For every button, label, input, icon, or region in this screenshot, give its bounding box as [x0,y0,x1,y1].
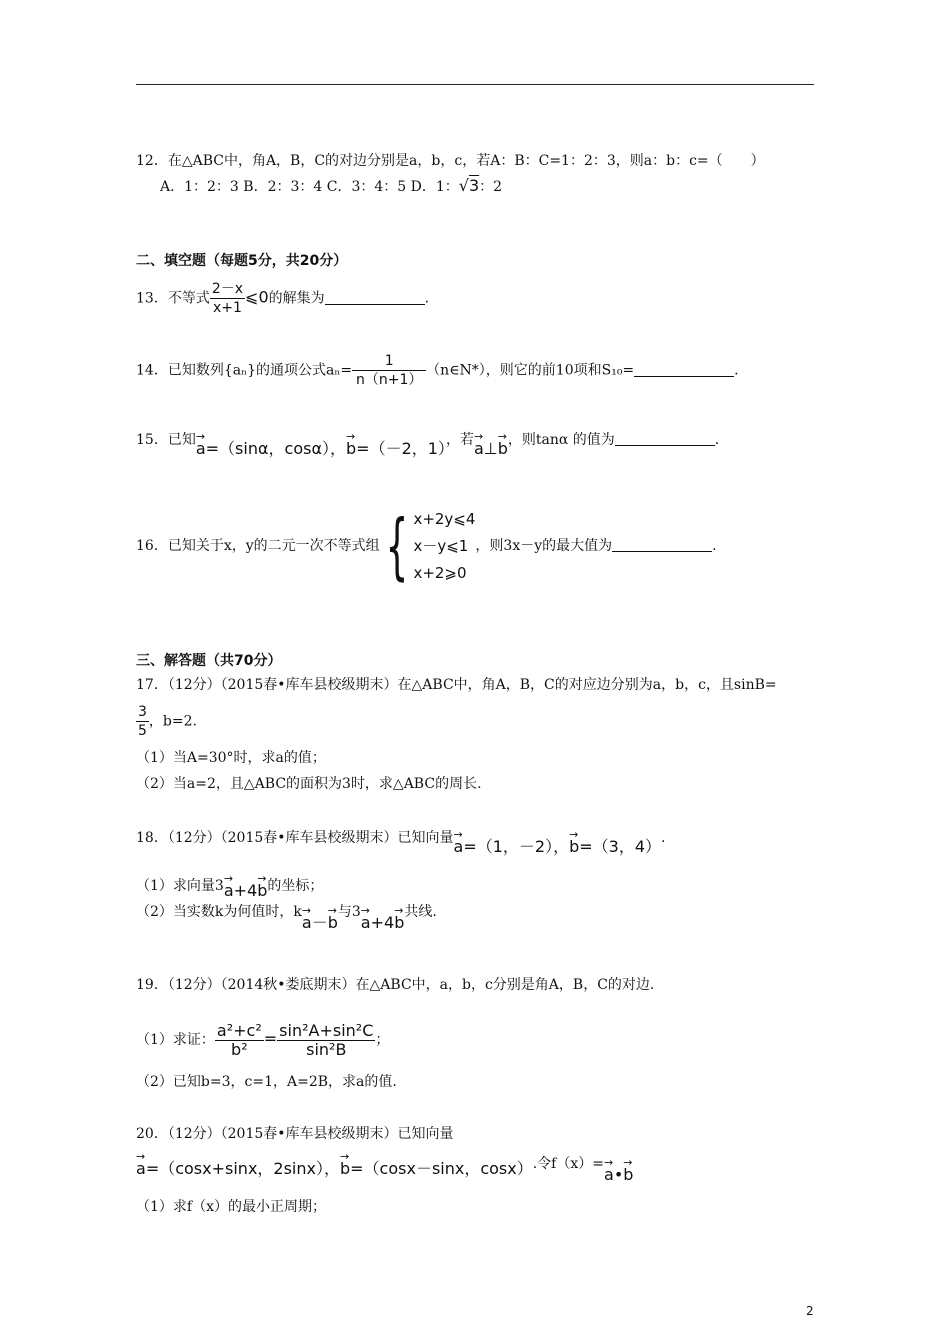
q15-answer-blank[interactable] [615,431,715,446]
q14-answer-blank[interactable] [634,362,734,377]
q12-options [160,177,502,196]
q16-suffix: ，则3x－y的最大值为 [475,538,613,554]
q15: 15．已知→ a=（sinα，cosα），→ b=（－2，1），若→ a⊥→ b，则tanα 的值为 . [136,430,719,449]
section-3-title: 三、解答题（共70分） [136,653,282,669]
q17-fraction: $\frac{3}{5}$ [138,704,147,739]
q16-prefix: 16．已知关于x，y的二元一次不等式组 [136,538,380,554]
q15-prefix: 15．已知 [136,432,196,448]
vector-b: → b [346,440,356,458]
q20-part1: （1）求f（x）的最小正周期； [136,1199,326,1215]
system-brace: { [385,504,408,588]
vector-a: → a [196,440,206,458]
q19-part2: （2）已知b=3，c=1，A=2B，求a的值. [136,1074,397,1090]
q16-answer-blank[interactable] [612,537,712,552]
q13-relation: ⩽0 [245,287,269,307]
q19-part1: （1）求证： $\frac{\text{a²+c²}}{\text{b²}}$ = $\frac{\text{sin²A+sin²C}}{\text{sin²B}}$ ； [136,1020,390,1059]
sqrt-symbol: √3 [458,176,480,195]
section-2-title: 二、填空题（每题5分，共20分） [136,253,348,269]
q14-suffix: （n∈N*），则它的前10项和S₁₀= [426,362,635,379]
q19-line1: 19．（12分）（2014秋•娄底期末）在△ABC中，a，b，c分别是角A，B，C的对边. [136,977,655,993]
q13-prefix: 13．不等式 [136,290,210,307]
inequality-system: x+2y⩽4 x－y⩽1 x+2⩾0 [413,509,476,582]
q19-left-fraction: $\frac{\text{a²+c²}}{\text{b²}}$ [216,1020,262,1059]
q20-line1: 20．（12分）（2015春•库车县校级期末）已知向量 [136,1126,454,1142]
q14-fraction: $\frac{1}{n(n+1)}$ [352,352,426,389]
q12-options-end: ：2 [479,179,503,195]
q14: 14．已知数列{aₙ}的通项公式aₙ= $\frac{1}{n(n+1)}$ （n∈N*），则它的前10项和S₁₀= . [136,353,739,388]
q18-part2: （2）当实数k为何值时，k→ a－→ b与3→ a+4→ b共线. [136,902,437,921]
q18-part1: （1）求向量3→ a+4→ b的坐标； [136,876,323,895]
q17-line1: 17．（12分）（2015春•库车县校级期末）在△ABC中，角A，B，C的对应边分别为a，b，c，且sinB= [136,677,777,693]
page-number: 2 [806,1304,814,1318]
q12-options-text: A．1：2：3 B．2：3：4 C．3：4：5 D．1： [160,179,459,195]
q13-fraction: $\frac{2-x}{x+1}$ [211,281,244,316]
q17-part1: （1）当A=30°时，求a的值； [136,750,326,766]
q14-prefix: 14．已知数列{aₙ}的通项公式aₙ= [136,362,353,379]
q17-part2: （2）当a=2，且△ABC的面积为3时，求△ABC的周长. [136,776,482,792]
q19-right-fraction: $\frac{\text{sin²A+sin²C}}{\text{sin²B}}$ [279,1020,374,1059]
q15-suffix: ，则tanα 的值为 [507,432,615,448]
q12-stem: 12．在△ABC中，角A，B，C的对边分别是a，b，c，若A：B：C=1：2：3，则a：b：c=（ ） [136,153,765,169]
q13-suffix: 的解集为 [268,290,325,307]
q13: 13．不等式 $\frac{2-x}{x+1}$ ⩽0的解集为 . [136,281,430,316]
q16: 16．已知关于x，y的二元一次不等式组{ x+2y⩽4 x－y⩽1 x+2⩾0 ，则3x－y的最大值为 . [136,504,717,588]
q17-line2: $\frac{3}{5}$ ，b=2. [138,704,197,739]
q18-line1: 18．（12分）（2015春•库车县校级期末）已知向量→ a=（1，－2），→ b=（3，4）. [136,828,666,847]
q13-answer-blank[interactable] [325,290,425,305]
q20-line2: → a=（cosx+sinx，2sinx），→ b=（cosx－sinx，cosx）.令f（x）=→ a•→ b [136,1160,633,1179]
header-rule [136,84,814,85]
